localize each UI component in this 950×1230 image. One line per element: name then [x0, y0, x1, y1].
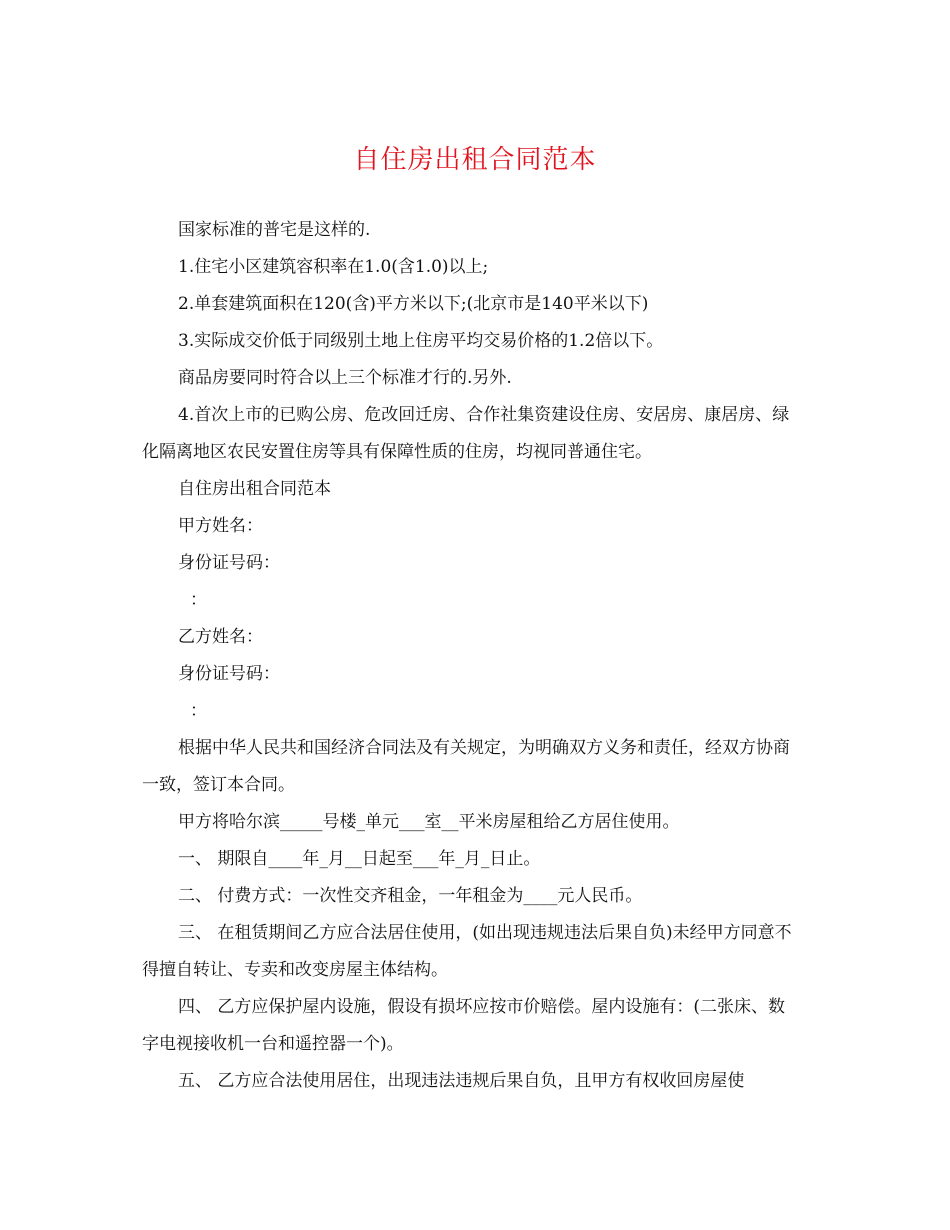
paragraph-clause-5: 五、 乙方应合法使用居住，出现违法违规后果自负，且甲方有权收回房屋使 — [178, 1071, 745, 1091]
paragraph-preamble: 根据中华人民共和国经济合同法及有关规定，为明确双方义务和责任，经双方协商一致，签订本合同。 — [142, 738, 790, 795]
paragraph-premises: 甲方将哈尔滨_____号楼_单元___室__平米房屋租给乙方居住使用。 — [178, 812, 680, 832]
paragraph-clause-1: 一、 期限自____年_月__日起至___年_月_日止。 — [178, 849, 541, 869]
paragraph-party-b-name: 乙方姓名： — [178, 627, 263, 647]
paragraph-standard-4: 4.首次上市的已购公房、危改回迁房、合作社集资建设住房、安居房、康居房、绿化隔离地区农民安置住房等具有保障性质的住房，均视同普通住宅。 — [142, 405, 790, 462]
paragraph-clause-2: 二、 付费方式：一次性交齐租金，一年租金为____元人民币。 — [178, 886, 643, 906]
paragraph-standard-3: 3.实际成交价低于同级别土地上住房平均交易价格的1.2倍以下。 — [178, 331, 664, 351]
document-body — [142, 212, 802, 1100]
document-title: 自住房出租合同范本 — [353, 145, 597, 175]
paragraph-party-a-colon: ： — [190, 590, 207, 610]
paragraph-clause-3: 三、 在租赁期间乙方应合法居住使用，(如出现违规违法后果自负)未经甲方同意不得擅自转让、专卖和改变房屋主体结构。 — [142, 923, 792, 980]
paragraph-clause-4: 四、 乙方应保护屋内设施，假设有损坏应按市价赔偿。屋内设施有：(二张床、数字电视接收机一台和遥控器一个)。 — [142, 997, 786, 1054]
paragraph-party-b-id: 身份证号码： — [178, 664, 280, 684]
paragraph-party-b-colon: ： — [190, 701, 207, 721]
paragraph-standard-1: 1.住宅小区建筑容积率在1.0(含1.0)以上; — [178, 257, 489, 277]
paragraph-note: 商品房要同时符合以上三个标准才行的.另外. — [178, 368, 512, 388]
paragraph-standard-2: 2.单套建筑面积在120(含)平方米以下;(北京市是140平米以下) — [178, 294, 649, 314]
paragraph-party-a-name: 甲方姓名： — [178, 516, 263, 536]
paragraph-intro: 国家标准的普宅是这样的. — [178, 220, 371, 240]
paragraph-contract-heading: 自住房出租合同范本 — [178, 479, 331, 499]
paragraph-party-a-id: 身份证号码： — [178, 553, 280, 573]
